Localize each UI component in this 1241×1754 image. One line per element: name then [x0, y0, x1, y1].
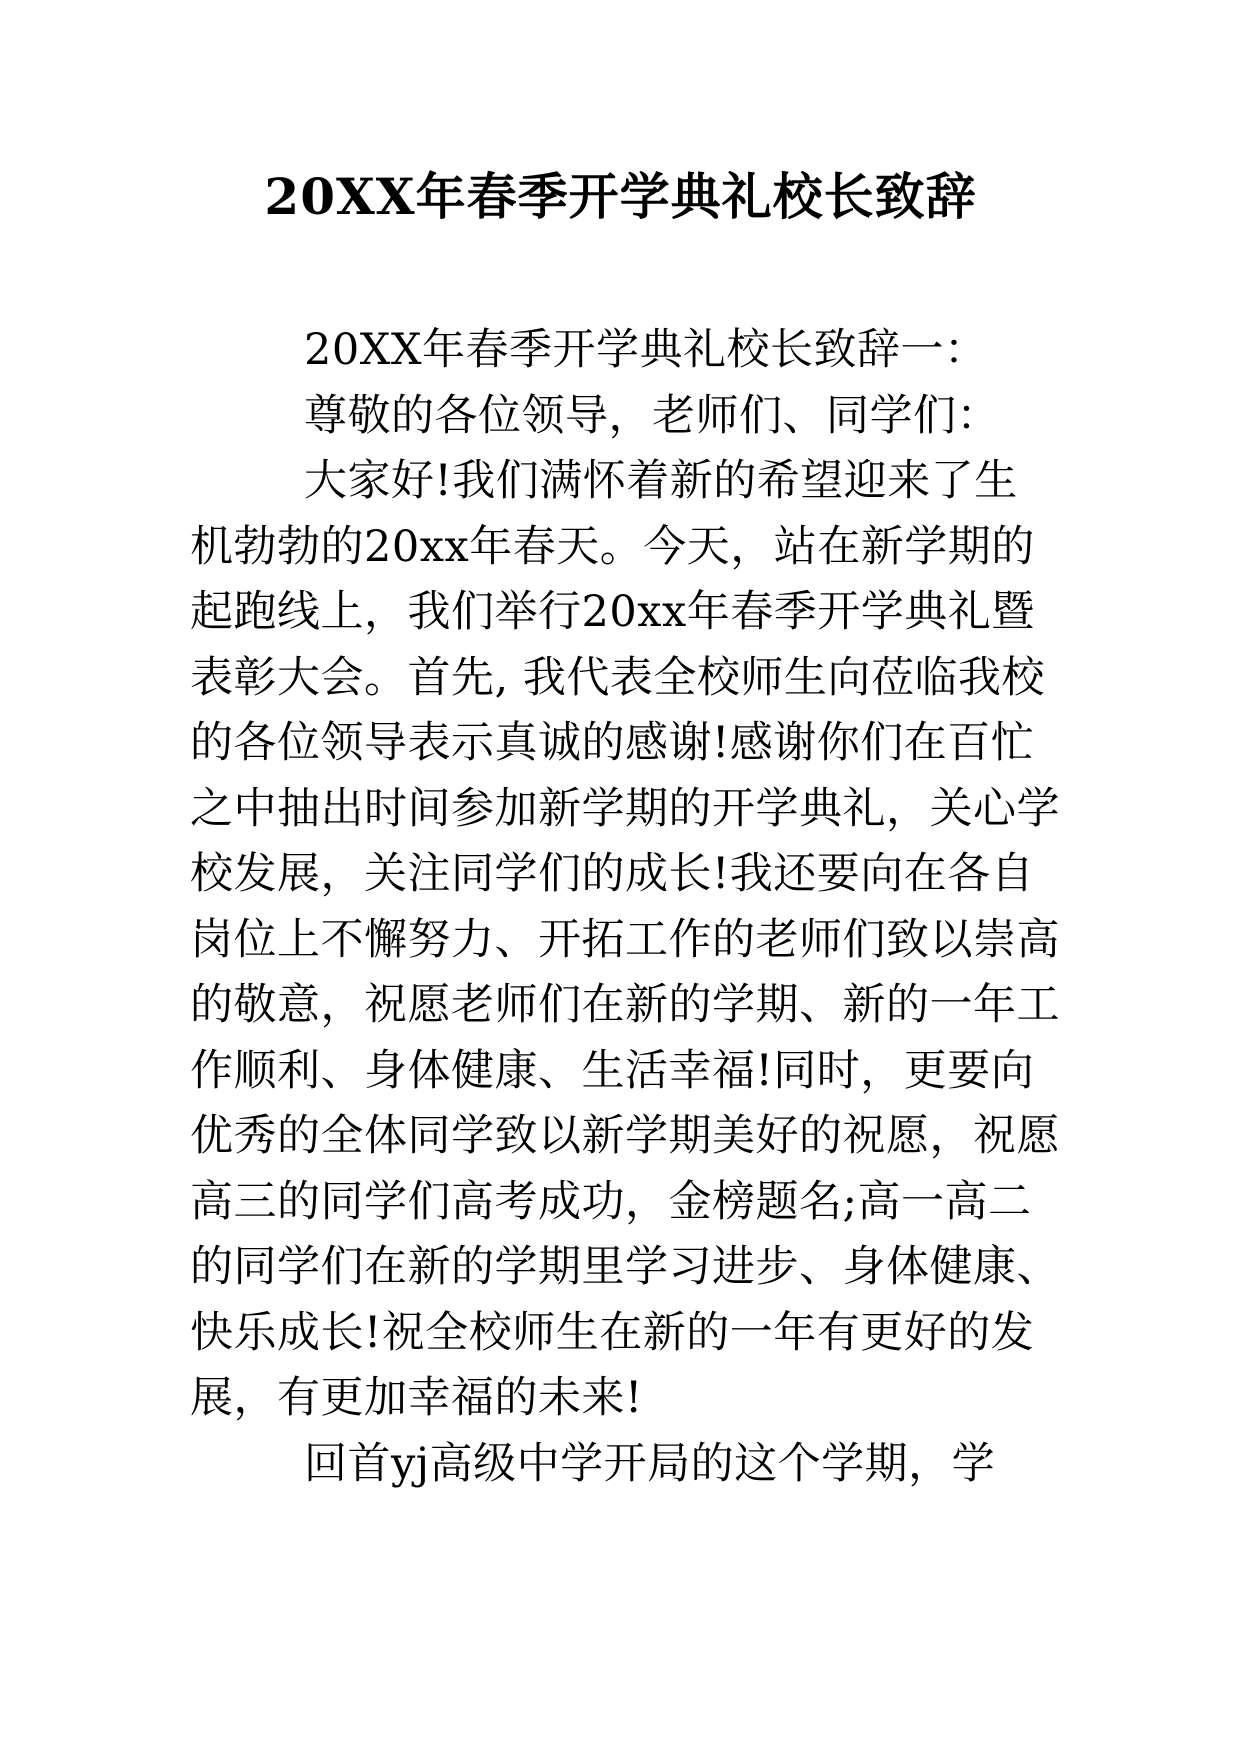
paragraph-heading: 20XX年春季开学典礼校长致辞一： — [304, 325, 988, 375]
paragraph-review: 回首yj高级中学开局的这个学期，学 — [304, 1438, 996, 1489]
paragraph-salutation: 尊敬的各位领导，老师们、同学们： — [304, 390, 1000, 441]
document-title: 20XX年春季开学典礼校长致辞 — [264, 167, 977, 226]
paragraph-main: 大家好!我们满怀着新的希望迎来了生机勃勃的20xx年春天。今天，站在新学期的起跑线上，我们举行20xx年春季开学典礼暨表彰大会。首先, 我代表全校师生向莅临我校的各位领导表示真诚的感谢!感谢你们在百忙之中抽出时间参加新学期的开学典礼，关心学校发展，关注同学们的成长!我还要向在各自岗位上不懈努力、开拓工作的老师们致以崇高的敬意，祝愿老师们在新的学期、新的一年工作顺利、身体健康、生活幸福!同时，更要向优秀的全体同学致以新学期美好的祝愿，祝愿高三的同学们高考成功，金榜题名;高一高二的同学们在新的学期里学习进步、身体健康、快乐成长!祝全校师生在新的一年有更好的发展，有更加幸福的未来! — [190, 456, 1060, 1423]
document-body — [190, 318, 1060, 1497]
